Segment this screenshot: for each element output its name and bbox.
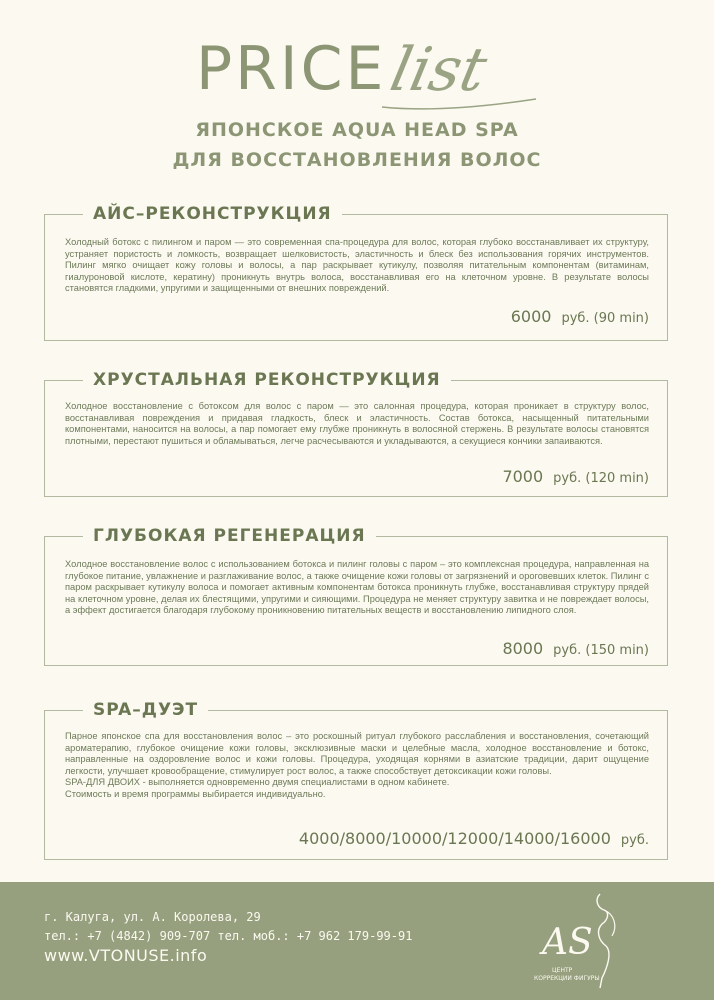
price-unit: руб. — [620, 833, 649, 848]
service-note-duo: SPA-ДЛЯ ДВОИХ - выполняется одновременно двумя специалистами в одном кабинете. — [65, 777, 450, 787]
service-card-spa-duet — [44, 700, 668, 860]
service-card-regeneration — [44, 526, 668, 666]
subtitle-line-2: ДЛЯ ВОССТАНОВЛЕНИЯ ВОЛОС — [172, 149, 542, 171]
price-amount: 6000 — [510, 307, 552, 326]
card-divider — [61, 710, 85, 711]
card-divider — [61, 214, 85, 215]
price-title: PRICE — [196, 34, 387, 104]
service-price — [502, 639, 649, 658]
subtitle-line-1: ЯПОНСКОЕ AQUA HEAD SPA — [195, 119, 519, 141]
price-amount: 8000 — [502, 639, 544, 658]
service-description-text: Парное японское спа для восстановления волос – это роскошный ритуал глубокого расслабления и восстановления, сочетающий ароматерапию, глубокое очищение кожи головы, эксклюзивные маски и целебные масла, холодное восстановление и ботокс, направленные на оздоровление волос и кожи головы. Процедура, уходящая корнями в азиатские традиции, дарит ощущение легкости, улучшает кровообращение, стимулирует рост волос, а также способствует детоксикации кожи головы. — [65, 731, 649, 776]
service-title: ХРУСТАЛЬНАЯ РЕКОНСТРУКЦИЯ — [83, 368, 451, 392]
figure-logo-icon — [528, 888, 638, 996]
service-card-ice — [44, 204, 668, 341]
service-description: Холодный ботокс с пилингом и паром — это современная спа-процедура для волос, которая глубоко восстанавливает их структуру, устраняет пористость и ломкость, возвращает шелковистость, эластичность и блеск без использования горячих инструментов. Пилинг мягко очищает кожу головы и волосы, а пар раскрывает кутикулу, позволяя питательным компонентам (витаминам, гиалуроновой кислоте, кератину) проникнуть внутрь волоса, восстанавливая его на клеточном уровне. В результате волосы становятся гладкими, упругими и защищенными от внешних повреждений. — [65, 237, 649, 293]
price-amount: 4000/8000/10000/12000/14000/16000 — [298, 829, 611, 848]
service-price — [299, 829, 649, 848]
service-title: SPA–ДУЭТ — [83, 698, 208, 722]
service-description: Холодное восстановление волос с использованием ботокса и пилинг головы с паром – это комплексная процедура, направленная на глубокое питание, увлажнение и разглаживание волос, а также очищение кожи головы от загрязнений и ороговевших клеток. Пилинг с паром раскрывает кутикулу волоса и помогает активным компонентам ботокса проникнуть глубже, восстанавливая структуру прядей на клеточном уровне, делая их блестящими, упругими и сияющими. Процедура не меняет структуру завитка и не повреждает волосы, а эффект достигается благодаря глубокому проникновению питательных веществ и восстановлению липидного слоя. — [65, 559, 649, 615]
service-description — [65, 731, 649, 800]
service-price — [502, 467, 649, 486]
service-description: Холодное восстановление с ботоксом для волос с паром — это салонная процедура, которая проникает в структуру волос, восстанавливая повреждения и придавая гладкость, блеск и эластичность. Состав ботокса, насыщенный питательными компонентами, наносится на волосы, а пар помогает ему глубже проникнуть в волосяной стержень. В результате волосы становятся плотными, перестают пушиться и обламываться, легче расчесываются и укладываются, а секущиеся кончики запаиваются. — [65, 401, 649, 446]
card-divider — [61, 380, 85, 381]
service-card-crystal — [44, 370, 668, 497]
service-price — [511, 307, 649, 326]
service-title: ГЛУБОКАЯ РЕГЕНЕРАЦИЯ — [83, 524, 376, 548]
list-flourish-icon — [380, 95, 540, 115]
address: г. Калуга, ул. А. Королева, 29 — [44, 910, 261, 924]
phones: тел.: +7 (4842) 909-707 тел. моб.: +7 962 179-99-91 — [44, 929, 413, 943]
service-title: АЙС–РЕКОНСТРУКЦИЯ — [83, 202, 342, 226]
price-unit: руб. (120 min) — [553, 471, 649, 486]
website-link[interactable]: www.VTONUSE.info — [44, 946, 208, 965]
card-divider — [61, 536, 85, 537]
logo-caption-2: КОРРЕКЦИИ ФИГУРЫ — [534, 975, 600, 982]
price-unit: руб. (90 min) — [561, 311, 649, 326]
service-note-individual: Стоимость и время программы выбирается индивидуально. — [65, 788, 326, 799]
list-script-title: list — [384, 35, 493, 105]
price-amount: 7000 — [502, 467, 544, 486]
footer — [0, 882, 714, 1000]
logo-text: AS — [542, 922, 593, 963]
price-unit: руб. (150 min) — [553, 643, 649, 658]
logo-caption-1: ЦЕНТР — [552, 967, 573, 974]
header — [0, 0, 714, 180]
